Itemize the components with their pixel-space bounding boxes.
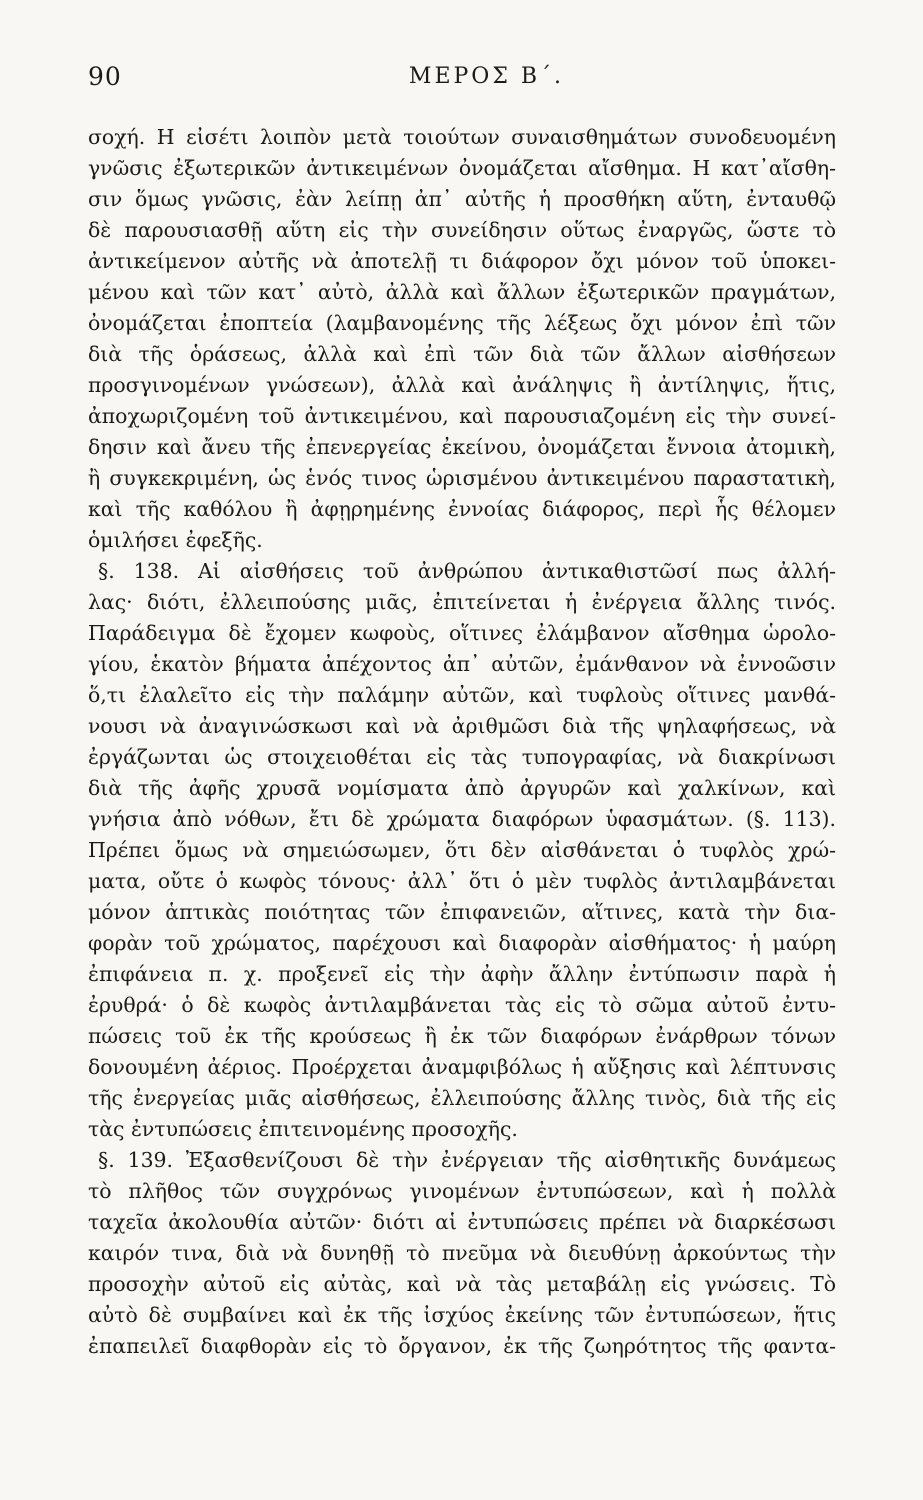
text-line: πώσεις τοῦ ἐκ τῆς κρούσεως ἢ ἐκ τῶν διαφόρων ἐνάρθρων τόνων: [88, 1024, 836, 1048]
text-line: ἐπαπειλεῖ διαφθορὰν εἰς τὸ ὄργανον, ἐκ τῆς ζωηρότητος τῆς φαντα-: [88, 1334, 836, 1358]
text-line: δονουμένη ἀέριος. Προέρχεται ἀναμφιβόλως ἡ αὔξησις καὶ λέπτυνσις: [88, 1055, 836, 1079]
body-text: [88, 122, 836, 1362]
text-line: γίου, ἑκατὸν βήματα ἀπέχοντος ἀπ᾽ αὐτῶν, ἐμάνθανον νὰ ἐννοῶσιν: [88, 652, 836, 676]
text-line: ἀντικείμενον αὐτῆς νὰ ἀποτελῇ τι διάφορον ὄχι μόνον τοῦ ὑποκει-: [88, 249, 836, 273]
text-line: ἢ συγκεκριμένη, ὡς ἑνός τινος ὡρισμένου ἀντικειμένου παραστατικὴ,: [88, 466, 836, 490]
text-line: λας· διότι, ἐλλειπούσης μιᾶς, ἐπιτείνεται ἡ ἐνέργεια ἄλλης τινός.: [88, 590, 836, 614]
text-line: τῆς ἐνεργείας μιᾶς αἰσθήσεως, ἐλλειπούσης ἄλλης τινὸς, διὰ τῆς εἰς: [88, 1086, 836, 1110]
text-line: διὰ τῆς ἀφῆς χρυσᾶ νομίσματα ἀπὸ ἀργυρῶν καὶ χαλκίνων, καὶ: [88, 776, 836, 800]
text-line: φορὰν τοῦ χρώματος, παρέχουσι καὶ διαφορὰν αἰσθήματος· ἡ μαύρη: [88, 931, 836, 955]
text-line: καὶ τῆς καθόλου ἢ ἀφῃρημένης ἐννοίας διάφορος, περὶ ἧς θέλομεν: [88, 497, 836, 521]
text-line: §. 139. Ἐξασθενίζουσι δὲ τὴν ἐνέργειαν τῆς αἰσθητικῆς δυνάμεως: [98, 1148, 836, 1172]
text-line: καιρόν τινα, διὰ νὰ δυνηθῇ τὸ πνεῦμα νὰ διευθύνῃ ἀρκούντως τὴν: [88, 1241, 836, 1265]
text-line: τὸ πλῆθος τῶν συγχρόνως γινομένων ἐντυπώσεων, καὶ ἡ πολλὰ: [88, 1179, 836, 1203]
text-line: γνῶσις ἐξωτερικῶν ἀντικειμένων ὀνομάζεται αἴσθημα. Η κατ᾽αἴσθη-: [88, 156, 836, 180]
text-line: προσγινομένων γνώσεων), ἀλλὰ καὶ ἀνάληψις ἢ ἀντίληψις, ἥτις,: [88, 373, 836, 397]
text-line: Παράδειγμα δὲ ἔχομεν κωφοὺς, οἵτινες ἐλάμβανον αἴσθημα ὡρολο-: [88, 621, 836, 645]
text-line: Πρέπει ὅμως νὰ σημειώσωμεν, ὅτι δὲν αἰσθάνεται ὁ τυφλὸς χρώ-: [88, 838, 836, 862]
text-line: σιν ὅμως γνῶσις, ἐὰν λείπῃ ἀπ᾽ αὐτῆς ἡ προσθήκη αὕτη, ἐνταυθῷ: [88, 187, 836, 211]
text-line: ἐρυθρά· ὁ δὲ κωφὸς ἀντιλαμβάνεται τὰς εἰς τὸ σῶμα αὐτοῦ ἐντυ-: [88, 993, 836, 1017]
text-line: νουσι νὰ ἀναγινώσκωσι καὶ νὰ ἀριθμῶσι διὰ τῆς ψηλαφήσεως, νὰ: [88, 714, 836, 738]
text-line: αὐτὸ δὲ συμβαίνει καὶ ἐκ τῆς ἰσχύος ἐκείνης τῶν ἐντυπώσεων, ἥτις: [88, 1303, 836, 1327]
text-line: δησιν καὶ ἄνευ τῆς ἐπενεργείας ἐκείνου, ὀνομάζεται ἔννοια ἀτομικὴ,: [88, 435, 836, 459]
text-line: §. 138. Αἱ αἰσθήσεις τοῦ ἀνθρώπου ἀντικαθιστῶσί πως ἀλλή-: [98, 559, 836, 583]
text-line: ὀνομάζεται ἐποπτεία (λαμβανομένης τῆς λέξεως ὄχι μόνον ἐπὶ τῶν: [88, 311, 836, 335]
text-line: δὲ παρουσιασθῇ αὕτη εἰς τὴν συνείδησιν οὕτως ἐναργῶς, ὥστε τὸ: [88, 218, 836, 242]
text-line: ὅ,τι ἐλαλεῖτο εἰς τὴν παλάμην αὐτῶν, καὶ τυφλοὺς οἵτινες μανθά-: [88, 683, 836, 707]
text-line: γνήσια ἀπὸ νόθων, ἔτι δὲ χρώματα διαφόρων ὑφασμάτων. (§. 113).: [88, 807, 836, 831]
text-line: ταχεῖα ἀκολουθία αὐτῶν· διότι αἱ ἐντυπώσεις πρέπει νὰ διαρκέσωσι: [88, 1210, 836, 1234]
text-line: ματα, οὔτε ὁ κωφὸς τόνους· ἀλλ᾽ ὅτι ὁ μὲν τυφλὸς ἀντιλαμβάνεται: [88, 869, 836, 893]
text-line: μένου καὶ τῶν κατ᾽ αὐτὸ, ἀλλὰ καὶ ἄλλων ἐξωτερικῶν πραγμάτων,: [88, 280, 836, 304]
page-number: 90: [88, 62, 122, 91]
text-line: τὰς ἐντυπώσεις ἐπιτεινομένης προσοχῆς.: [88, 1117, 518, 1141]
text-line: ἐργάζωνται ὡς στοιχειοθέται εἰς τὰς τυπογραφίας, νὰ διακρίνωσι: [88, 745, 836, 769]
text-line: σοχή. Η εἰσέτι λοιπὸν μετὰ τοιούτων συναισθημάτων συνοδευομένη: [88, 125, 836, 149]
text-line: προσοχὴν αὐτοῦ εἰς αὐτὰς, καὶ νὰ τὰς μεταβάλῃ εἰς γνώσεις. Τὸ: [88, 1272, 836, 1296]
text-line: ὁμιλήσει ἐφεξῆς.: [88, 528, 263, 552]
text-line: μόνον ἁπτικὰς ποιότητας τῶν ἐπιφανειῶν, αἵτινες, κατὰ τὴν δια-: [88, 900, 836, 924]
text-line: διὰ τῆς ὁράσεως, ἀλλὰ καὶ ἐπὶ τῶν διὰ τῶν ἄλλων αἰσθήσεων: [88, 342, 836, 366]
text-line: ἀποχωριζομένη τοῦ ἀντικειμένου, καὶ παρουσιαζομένη εἰς τὴν συνεί-: [88, 404, 836, 428]
text-line: ἐπιφάνεια π. χ. προξενεῖ εἰς τὴν ἀφὴν ἄλλην ἐντύπωσιν παρὰ ἡ: [88, 962, 836, 986]
page-header: [88, 62, 835, 92]
running-title: ΜΕΡΟΣ Β΄.: [408, 64, 565, 89]
